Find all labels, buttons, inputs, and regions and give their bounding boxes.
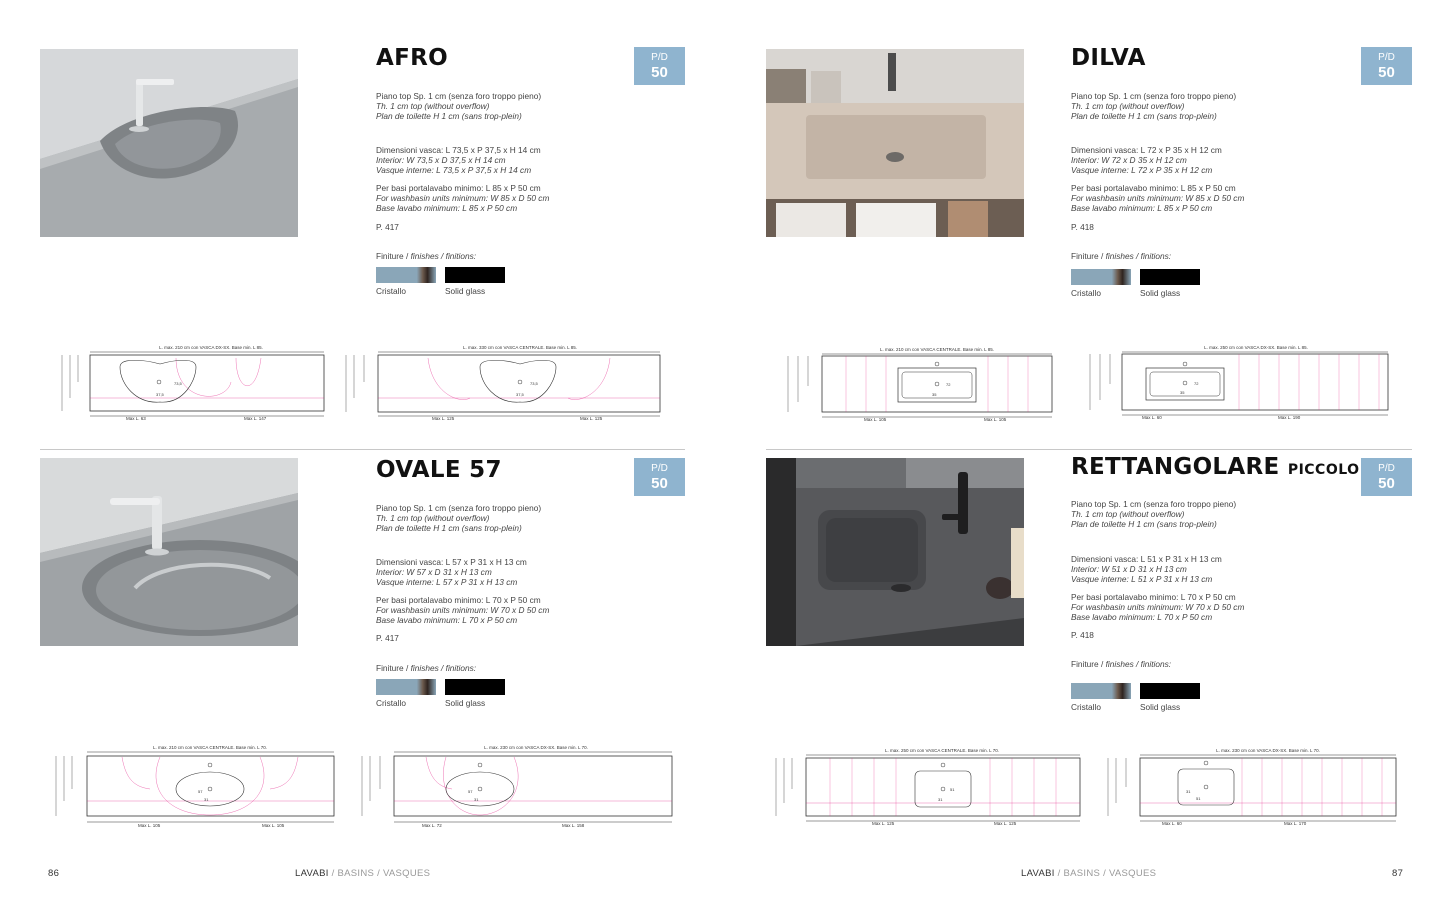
drawing-title: L. max. 210 cm con VASCA CENTRALE. Base min. L 70.	[152, 745, 268, 750]
page-number-right: 87	[1392, 868, 1404, 879]
page-reference: P. 418	[1071, 222, 1094, 232]
technical-drawing	[1084, 340, 1394, 422]
drawing-max-left: Max L. 60	[1162, 821, 1182, 826]
swatch-label-cristallo: Cristallo	[1071, 702, 1101, 712]
drawing-max-left: Max L. 60	[1142, 415, 1162, 420]
basin-dimensions-info: Dimensioni vasca: L 51 x P 31 x H 13 cm Interior: W 51 x D 31 x H 13 cm Vasque interne: L 51 x P 31 x H 13 cm	[1071, 554, 1222, 584]
swatch-solid-glass	[1140, 269, 1200, 285]
drawing-title: L. max. 210 cm con VASCA CENTRALE. Base min. L 85.	[879, 347, 995, 352]
drawing-dim: 31	[1186, 789, 1191, 794]
drawing-max-right: Max L. 125	[580, 416, 603, 421]
basin-dimensions-info: Dimensioni vasca: L 57 x P 31 x H 13 cm Interior: W 57 x D 31 x H 13 cm Vasque interne: L 57 x P 31 x H 13 cm	[376, 557, 527, 587]
drawing-max-right: Max L. 170	[1284, 821, 1307, 826]
swatch-cristallo	[376, 679, 436, 695]
section-footer-right: LAVABI / BASINS / VASQUES	[1021, 868, 1157, 879]
technical-drawing	[50, 741, 340, 829]
technical-drawing	[782, 342, 1057, 424]
finishes-label: Finiture / finishes / finitions:	[1071, 659, 1172, 669]
swatch-cristallo	[1071, 269, 1131, 285]
drawing-title: L. max. 230 cm con VASCA DX-SX. Base min. L 70.	[1216, 748, 1320, 753]
top-thickness-info: Piano top Sp. 1 cm (senza foro troppo pieno) Th. 1 cm top (without overflow) Plan de toilette H 1 cm (sans trop-plein)	[1071, 91, 1237, 121]
drawing-dim: 31	[938, 797, 943, 802]
finishes-label: Finiture / finishes / finitions:	[376, 251, 477, 261]
top-thickness-info: Piano top Sp. 1 cm (senza foro troppo pieno) Th. 1 cm top (without overflow) Plan de toilette H 1 cm (sans trop-plein)	[1071, 499, 1237, 529]
swatch-label-cristallo: Cristallo	[376, 286, 406, 296]
base-minimum-info: Per basi portalavabo minimo: L 85 x P 50 cm For washbasin units minimum: W 85 x D 50 cm Base lavabo minimum: L 85 x P 50 cm	[1071, 183, 1245, 213]
pd-badge: P/D 50	[1361, 47, 1412, 85]
rettangolare-photo	[766, 458, 1024, 646]
swatch-label-cristallo: Cristallo	[376, 698, 406, 708]
drawing-dim: 73,5	[530, 381, 538, 386]
drawing-max-left: Max L. 105	[138, 823, 161, 828]
section-divider	[766, 449, 1412, 450]
pd-badge: P/D 50	[634, 47, 685, 85]
product-title: RETTANGOLARE PICCOLO	[1071, 454, 1360, 480]
drawing-dim: 37,5	[156, 392, 164, 397]
swatch-label-solid-glass: Solid glass	[445, 698, 486, 708]
section-divider	[40, 449, 685, 450]
page-reference: P. 417	[376, 222, 399, 232]
basin-dimensions-info: Dimensioni vasca: L 73,5 x P 37,5 x H 14 cm Interior: W 73,5 x D 37,5 x H 14 cm Vasque interne: L 73,5 x P 37,5 x H 14 cm	[376, 145, 541, 175]
swatch-solid-glass	[445, 267, 505, 283]
finishes-label: Finiture / finishes / finitions:	[376, 663, 477, 673]
swatch-label-cristallo: Cristallo	[1071, 288, 1101, 298]
drawing-max-right: Max L. 158	[562, 823, 585, 828]
top-thickness-info: Piano top Sp. 1 cm (senza foro troppo pieno) Th. 1 cm top (without overflow) Plan de toilette H 1 cm (sans trop-plein)	[376, 91, 542, 121]
drawing-dim: 31	[474, 797, 479, 802]
afro-photo	[40, 49, 298, 237]
dilva-photo	[766, 49, 1024, 237]
swatch-solid-glass	[445, 679, 505, 695]
base-minimum-info: Per basi portalavabo minimo: L 85 x P 50 cm For washbasin units minimum: W 85 x D 50 cm Base lavabo minimum: L 85 x P 50 cm	[376, 183, 550, 213]
base-minimum-info: Per basi portalavabo minimo: L 70 x P 50 cm For washbasin units minimum: W 70 x D 50 cm Base lavabo minimum: L 70 x P 50 cm	[1071, 592, 1245, 622]
drawing-max-right: Max L. 125	[994, 821, 1017, 826]
drawing-dim: 51	[1196, 796, 1201, 801]
drawing-dim: 72	[1194, 381, 1199, 386]
drawing-max-right: Max L. 105	[262, 823, 285, 828]
drawing-dim: 57	[198, 789, 203, 794]
drawing-dim: 35	[1180, 390, 1185, 395]
drawing-max-left: Max L. 105	[864, 417, 887, 422]
technical-drawing	[340, 342, 665, 422]
swatch-label-solid-glass: Solid glass	[1140, 702, 1181, 712]
drawing-max-right: Max L. 190	[1278, 415, 1301, 420]
product-title: DILVA	[1071, 45, 1146, 71]
product-title: AFRO	[376, 45, 448, 71]
page-reference: P. 417	[376, 633, 399, 643]
page-number-left: 86	[48, 868, 60, 879]
drawing-dim: 72	[946, 382, 951, 387]
ovale-photo	[40, 458, 298, 646]
top-thickness-info: Piano top Sp. 1 cm (senza foro troppo pieno) Th. 1 cm top (without overflow) Plan de toilette H 1 cm (sans trop-plein)	[376, 503, 542, 533]
drawing-max-right: Max L. 105	[984, 417, 1007, 422]
drawing-dim: 37,5	[516, 392, 524, 397]
technical-drawing	[1102, 743, 1400, 827]
swatch-label-solid-glass: Solid glass	[1140, 288, 1181, 298]
finishes-label: Finiture / finishes / finitions:	[1071, 251, 1172, 261]
drawing-title: L. max. 210 cm con VASCA DX-SX. Base min. L 85.	[159, 345, 263, 350]
drawing-title: L. max. 330 cm con VASCA CENTRALE. Base min. L 85.	[462, 345, 578, 350]
technical-drawing	[770, 743, 1086, 827]
drawing-dim: 57	[468, 789, 473, 794]
drawing-max-right: Max L. 147	[244, 416, 267, 421]
base-minimum-info: Per basi portalavabo minimo: L 70 x P 50 cm For washbasin units minimum: W 70 x D 50 cm Base lavabo minimum: L 70 x P 50 cm	[376, 595, 550, 625]
technical-drawing	[356, 741, 676, 829]
drawing-dim: 31	[204, 797, 209, 802]
drawing-max-left: Max L. 72	[422, 823, 442, 828]
drawing-title: L. max. 250 cm con VASCA DX-SX. Base min. L 85.	[1204, 345, 1308, 350]
drawing-max-left: Max L. 125	[432, 416, 455, 421]
swatch-solid-glass	[1140, 683, 1200, 699]
swatch-cristallo	[1071, 683, 1131, 699]
swatch-label-solid-glass: Solid glass	[445, 286, 486, 296]
drawing-dim: 35	[932, 392, 937, 397]
basin-dimensions-info: Dimensioni vasca: L 72 x P 35 x H 12 cm Interior: W 72 x D 35 x H 12 cm Vasque interne: L 72 x P 35 x H 12 cm	[1071, 145, 1222, 175]
technical-drawing	[56, 342, 331, 422]
drawing-dim: 73,5	[174, 381, 182, 386]
drawing-title: L. max. 250 cm con VASCA CENTRALE. Base min. L 70.	[884, 748, 1000, 753]
swatch-cristallo	[376, 267, 436, 283]
drawing-title: L. max. 230 cm con VASCA DX-SX. Base min. L 70.	[484, 745, 588, 750]
drawing-dim: 51	[950, 787, 955, 792]
pd-badge: P/D 50	[1361, 458, 1412, 496]
section-footer-left: LAVABI / BASINS / VASQUES	[295, 868, 431, 879]
page-reference: P. 418	[1071, 630, 1094, 640]
drawing-max-left: Max L. 125	[872, 821, 895, 826]
drawing-max-left: Max L. 63	[126, 416, 146, 421]
product-title: OVALE 57	[376, 457, 502, 483]
pd-badge: P/D 50	[634, 458, 685, 496]
